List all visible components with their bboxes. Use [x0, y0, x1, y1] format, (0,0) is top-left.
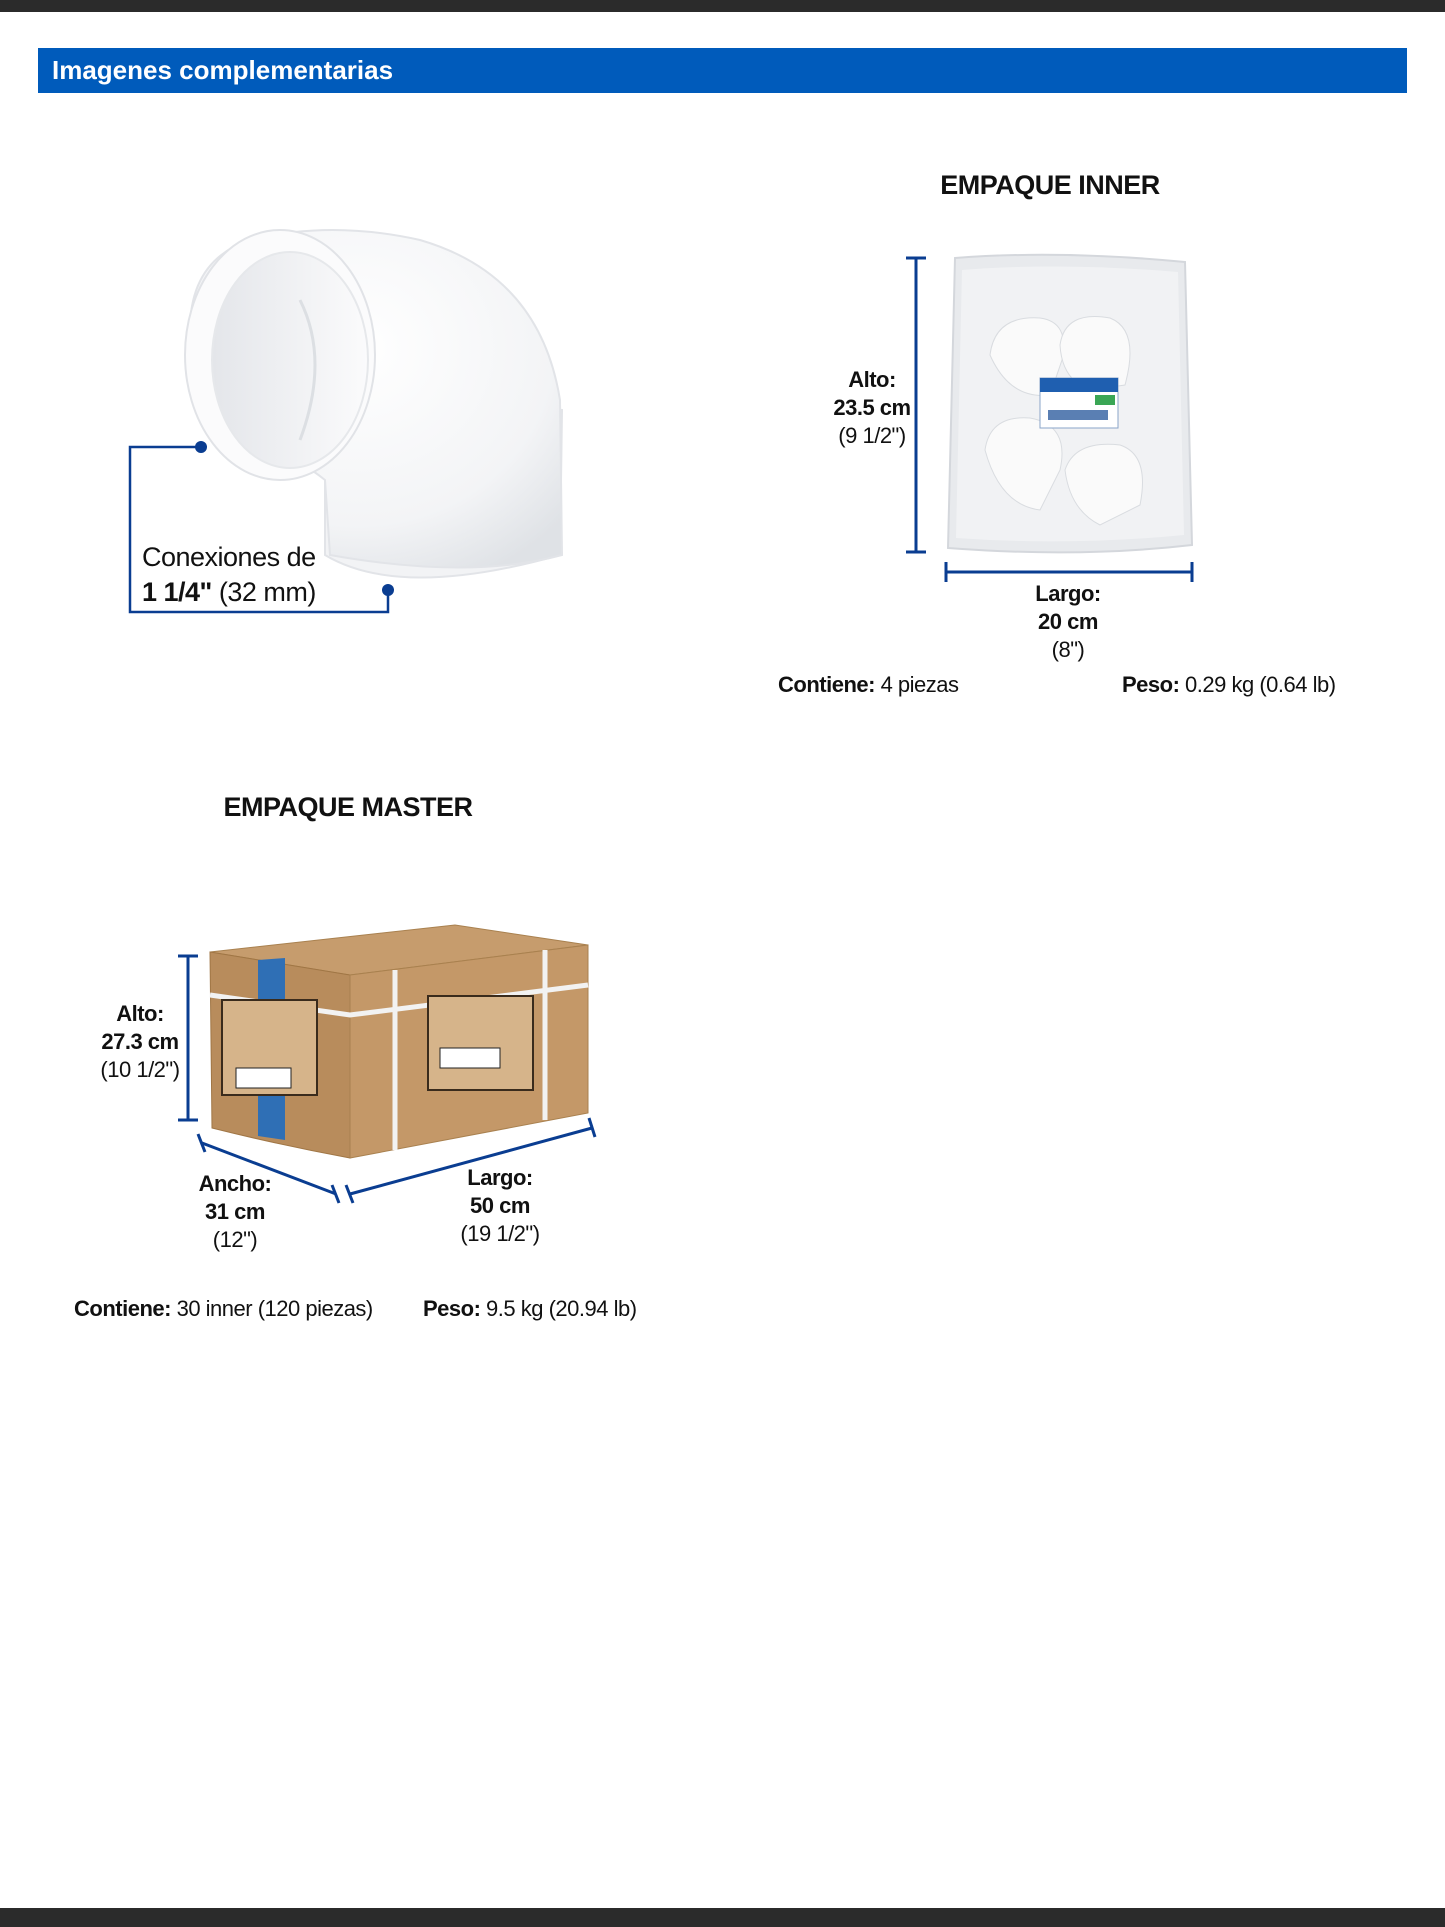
master-ancho: Ancho: 31 cm (12") [198, 1171, 272, 1252]
section-title: Imagenes complementarias [52, 55, 394, 85]
inner-title: EMPAQUE INNER [940, 170, 1160, 200]
bottom-bar [0, 1908, 1445, 1927]
inner-peso: Peso: 0.29 kg (0.64 lb) [1122, 672, 1336, 697]
connection-label: Conexiones de 1 1/4" (32 mm) [142, 542, 316, 607]
inner-alto: Alto: 23.5 cm (9 1/2") [833, 367, 911, 448]
master-peso: Peso: 9.5 kg (20.94 lb) [423, 1296, 637, 1321]
master-largo: Largo: 50 cm (19 1/2") [460, 1165, 540, 1246]
inner-largo: Largo: 20 cm (8") [1035, 581, 1101, 662]
connection-metric: (32 mm) [218, 577, 316, 607]
master-contiene: Contiene: 30 inner (120 piezas) [74, 1296, 373, 1321]
master-alto: Alto: 27.3 cm (10 1/2") [100, 1001, 180, 1082]
inner-contiene: Contiene: 4 piezas [778, 672, 959, 697]
master-title: EMPAQUE MASTER [223, 792, 473, 822]
connection-size: 1 1/4" [142, 577, 212, 607]
